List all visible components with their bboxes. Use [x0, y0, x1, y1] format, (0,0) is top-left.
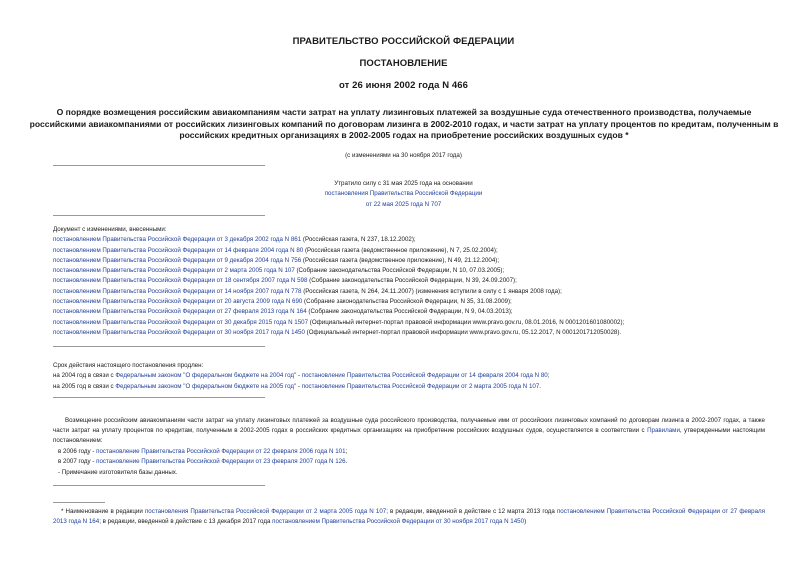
list-item: постановлением Правительства Российской Федерации от 18 сентября 2007 года N 598 (Собрание законодательства Российской Федерации, N 39, 24.09.2007);	[53, 277, 517, 285]
amendment-link[interactable]: постановлением Правительства Российской Федерации от 2 марта 2005 года N 107	[53, 267, 295, 275]
changes-note: (с изменениями на 30 ноября 2017 года)	[345, 152, 462, 159]
amendment-link[interactable]: постановлением Правительства Российской Федерации от 18 сентября 2007 года N 598	[53, 277, 308, 285]
federal-law-link[interactable]: Федеральным законом "О федеральном бюджете на 2004 год"	[115, 372, 297, 380]
list-item: постановлением Правительства Российской Федерации от 30 декабря 2015 года N 1507 (Официальный интернет-портал правовой информации www.pravo.gov.ru, 08.01.2016, N 0001201601080002);	[53, 318, 625, 326]
resolution-link[interactable]: постановление Правительства Российской Федерации от 2 марта 2005 года N 107	[301, 382, 540, 390]
repeal-line: Утратило силу с 31 мая 2025 года на основании	[334, 180, 473, 187]
amendment-link[interactable]: постановлением Правительства Российской Федерации от 30 декабря 2015 года N 1507	[53, 318, 309, 326]
amendment-link[interactable]: постановлением Правительства Российской Федерации от 9 декабря 2004 года N 756	[53, 256, 302, 264]
amendment-link[interactable]: постановлением Правительства Российской Федерации от 30 ноября 2017 года N 1450	[53, 328, 305, 336]
footnote-link[interactable]: постановления Правительства Российской Федерации от 2 марта 2005 года N 107	[144, 508, 387, 515]
list-item: на 2004 год в связи с Федеральным законом "О федеральном бюджете на 2004 год" - постановление Правительства Российской Федерации от 14 февраля 2004 года N 80;	[53, 372, 550, 380]
government-heading: ПРАВИТЕЛЬСТВО РОССИЙСКОЙ ФЕДЕРАЦИИ	[292, 36, 515, 47]
rules-link[interactable]: Правилами	[647, 427, 680, 435]
footnote-divider	[53, 502, 105, 503]
list-item: - Примечание изготовителя базы данных.	[58, 468, 178, 476]
list-item: на 2005 год в связи с Федеральным законом "О федеральном бюджете на 2005 год" - постановление Правительства Российской Федерации от 2 марта 2005 года N 107.	[53, 382, 541, 390]
list-item: постановлением Правительства Российской Федерации от 27 февраля 2013 года N 164 (Собрание законодательства Российской Федерации, N 9, 04.03.2013);	[53, 308, 513, 316]
extension-intro: Срок действия настоящего постановления продлен:	[53, 362, 204, 369]
resolution-link[interactable]: постановление Правительства Российской Федерации от 23 февраля 2007 года N 126	[96, 458, 346, 466]
list-item: постановлением Правительства Российской Федерации от 2 марта 2005 года N 107 (Собрание законодательства Российской Федерации, N 10, 07.03.2005);	[53, 267, 505, 275]
federal-law-link[interactable]: Федеральным законом "О федеральном бюджете на 2005 год"	[115, 382, 297, 390]
resolution-link[interactable]: постановление Правительства Российской Федерации от 22 февраля 2006 года N 101	[96, 448, 346, 455]
extension-block	[53, 361, 793, 392]
footnote-link[interactable]: постановлением Правительства Российской Федерации от 30 ноября 2017 года N 1450	[272, 518, 525, 526]
amendment-link[interactable]: постановлением Правительства Российской Федерации от 27 февраля 2013 года N 164	[53, 308, 307, 316]
footnote-link[interactable]: постановлением Правительства Российской Федерации от 27 февраля 2013 года N 164	[53, 508, 765, 526]
repeal-link[interactable]: постановления Правительства Российской Федерации	[324, 190, 483, 198]
document-title: О порядке возмещения российским авиакомпаниям части затрат на уплату лизинговых платежей за воздушные суда отечественного производства, получаемые российскими авиакомпаниями от российских лизинговых компаний по договорам лизинга в 2002-2010 годах, и части затрат на уплату процентов по кредитам, полученным в российских кредитных организациях в 2002-2005 годах на приобретение российских воздушных судов *	[29, 107, 779, 140]
list-item: в 2007 году - постановление Правительства Российской Федерации от 23 февраля 2007 года N 126.	[58, 458, 348, 466]
document-date: от 26 июня 2002 года N 466	[338, 80, 469, 91]
amendment-link[interactable]: постановлением Правительства Российской Федерации от 14 февраля 2004 года N 80	[53, 246, 304, 254]
list-item: постановлением Правительства Российской Федерации от 14 ноября 2007 года N 778 (Российская газета, N 264, 24.11.2007) (изменения вступили в силу с 1 января 2008 года);	[53, 287, 562, 295]
body-paragraph: Возмещение российским авиакомпаниям части затрат на уплату лизинговых платежей за воздушные суда российского производства, получаемые ими от российских лизинговых компаний по договорам лизинга в 2002-2007 годах, а также части затрат на уплату процентов по кредитам, полученным в 2002-2005 годах в российских кредитных организациях на приобретение российских воздушных судов, осуществляется в соответствии с Правилами, утвержденными настоящим постановлением:	[53, 417, 765, 445]
amendment-link[interactable]: постановлением Правительства Российской Федерации от 3 декабря 2002 года N 861	[53, 236, 302, 244]
divider	[53, 346, 265, 347]
divider	[53, 485, 265, 486]
list-item: постановлением Правительства Российской Федерации от 20 августа 2009 года N 690 (Собрание законодательства Российской Федерации, N 35, 31.08.2009);	[53, 298, 512, 306]
repeal-notice	[0, 179, 807, 210]
list-item: постановлением Правительства Российской Федерации от 14 февраля 2004 года N 80 (Российская газета (ведомственное приложение), N 7, 25.02.2004);	[53, 246, 498, 254]
footnote: * Наименование в редакции постановления Правительства Российской Федерации от 2 марта 2005 года N 107; в редакции, введенной в действие с 12 марта 2013 года постановлением Правительства Российской Федерации от 27 февраля 2013 года N 164; в редакции, введенной в действие с 13 декабря 2017 года постановлением Правительства Российской Федерации от 30 ноября 2017 года N 1450)	[53, 508, 765, 526]
resolution-link[interactable]: постановление Правительства Российской Федерации от 14 февраля 2004 года N 80	[301, 372, 548, 380]
list-item: постановлением Правительства Российской Федерации от 9 декабря 2004 года N 756 (Российская газета (ведомственное приложение), N 49, 21.12.2004);	[53, 256, 500, 264]
repeal-link-date[interactable]: от 22 мая 2025 года N 707	[365, 200, 442, 208]
amendment-link[interactable]: постановлением Правительства Российской Федерации от 14 ноября 2007 года N 778	[53, 287, 302, 295]
divider	[53, 397, 265, 398]
years-list	[58, 447, 798, 478]
document-type: ПОСТАНОВЛЕНИЕ	[359, 58, 448, 69]
divider	[53, 165, 265, 166]
amendment-link[interactable]: постановлением Правительства Российской Федерации от 20 августа 2009 года N 690	[53, 298, 303, 306]
list-item: постановлением Правительства Российской Федерации от 30 ноября 2017 года N 1450 (Официальный интернет-портал правовой информации www.pravo.gov.ru, 05.12.2017, N 0001201712050028).	[53, 328, 622, 336]
list-item: в 2006 году - постановление Правительства Российской Федерации от 22 февраля 2006 года N 101;	[58, 448, 348, 455]
divider	[53, 215, 265, 216]
amendments-list	[53, 225, 793, 338]
list-item: постановлением Правительства Российской Федерации от 3 декабря 2002 года N 861 (Российская газета, N 237, 18.12.2002);	[53, 236, 416, 244]
amendments-intro: Документ с изменениями, внесенными:	[53, 226, 167, 233]
